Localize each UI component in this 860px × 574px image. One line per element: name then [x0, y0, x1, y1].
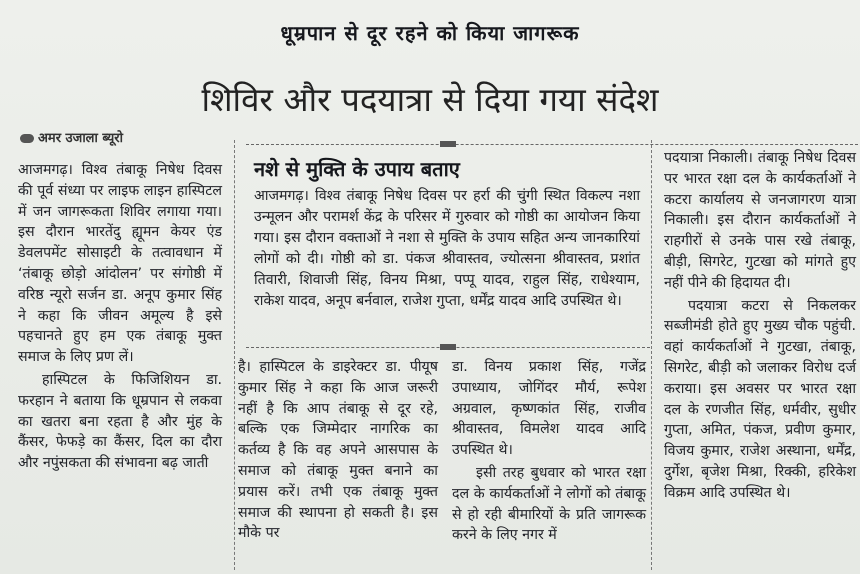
rule-top-right: [246, 144, 858, 145]
rule-mark-top: [440, 141, 456, 147]
column-divider-3: [651, 140, 652, 570]
column-1: [18, 160, 222, 476]
paragraph: हास्पिटल के फिजिशियन डा. फरहान ने बताया कि धूम्रपान से लकवा का खतरा बना रहता है और मुंह के कैंसर, फेफड़े का कैंसर, दिल का दौरा और नपुंसकता की संभावना बढ़ जाती: [18, 371, 222, 472]
column-divider-1: [234, 140, 235, 570]
subheadline: शिविर और पदयात्रा से दिया गया संदेश: [201, 80, 659, 119]
headline: धूम्रपान से दूर रहने को किया जागरूक: [280, 21, 580, 45]
byline-text: अमर उजाला ब्यूरो: [38, 131, 123, 146]
paragraph: पदयात्रा कटरा से निकलकर सब्जीमंडी होते हुए मुख्य चौक पहुंची. वहां कार्यकर्ताओं ने गुटखा, तंबाकू, सिगरेट, बीड़ी को जलाकर विरोध दर्ज कराया। इस अवसर पर भारत रक्षा दल के रणजीत सिंह, धर्मवीर, सुधीर गुप्ता, अमित, पंकज, प्रवीण कुमार, विजय कुमार, राजेश अस्थाना, धर्मेंद्र, दुर्गेश, बृजेश मिश्रा, रिक्की, हरिकेश विक्रम आदि उपस्थित थे।: [664, 297, 856, 501]
column-3: [452, 357, 646, 548]
paragraph: पदयात्रा निकाली। तंबाकू निषेध दिवस पर भारत रक्षा दल के कार्यकर्ताओं ने कटरा कार्यालय से जनजागरण यात्रा निकाली। इस दौरान कार्यकर्ताओं ने राहगीरों से उनके पास रखे तंबाकू, बीड़ी, सिगरेट, गुटखा को मांगते हुए नहीं पीने की हिदायत दी।: [664, 150, 856, 291]
column-4: [664, 148, 856, 506]
paragraph: इसी तरह बुधवार को भारत रक्षा दल के कार्यकर्ताओं ने लोगों को तंबाकू से हो रही बीमारियों के प्रति जागरूक करने के लिए नगर में: [452, 464, 646, 544]
bureau-icon: [20, 134, 34, 143]
column-2: [238, 357, 438, 546]
paragraph: डा. विनय प्रकाश सिंह, गजेंद्र उपाध्याय, जोगिंदर मौर्य, रूपेश अग्रवाल, कृष्णकांत सिंह, राजीव श्रीवास्तव, विमलेश यादव आदि उपस्थित थे।: [452, 359, 646, 459]
paragraph: आजमगढ़। विश्व तंबाकू निषेध दिवस की पूर्व संध्या पर लाइफ लाइन हास्पिटल में जन जागरूकता शिविर लगाया गया। इस दौरान भारतेंदु ह्यूमन केयर एंड डेवलपमेंट सोसाइटी के तत्वावधान में ‘तंबाकू छोड़ो आंदोलन’ पर संगोष्ठी में वरिष्ठ न्यूरो सर्जन डा. अनूप कुमार सिंह ने कहा कि जीवन अमूल्य है इसे पहचानते हुए हम एक तंबाकू मुक्त समाज के लिए प्रण लें।: [18, 162, 222, 366]
rule-mark-middle: [440, 344, 456, 350]
paragraph: है। हास्पिटल के डाइरेक्टर डा. पीयूष कुमार सिंह ने कहा कि आज जरूरी नहीं है कि आप तंबाकू से दूर रहे, बल्कि एक जिम्मेदार नागरिक का कर्तव्य है कि वह अपने आसपास के समाज को तंबाकू मुक्त बनाने का प्रयास करें। तभी एक तंबाकू मुक्त समाज की स्थापना हो सकती है। इस मौके पर: [238, 359, 438, 542]
box-heading: नशे से मुक्ति के उपाय बताए: [254, 157, 460, 181]
byline: [20, 128, 123, 146]
box-body: आजमगढ़। विश्व तंबाकू निषेध दिवस पर हर्रा की चुंगी स्थित विकल्प नशा उन्मूलन और परामर्श केंद्र के परिसर में गुरुवार को गोष्ठी का आयोजन किया गया। इस दौरान वक्ताओं ने नशा से मुक्ति के उपाय सहित अन्य जानकारियां लोगों को दी। गोष्ठी को डा. पंकज श्रीवास्तव, ज्योत्सना श्रीवास्तव, प्रशांत तिवारी, शिवाजी सिंह, विनय मिश्रा, पप्पू यादव, राहुल सिंह, राधेश्याम, राकेश यादव, अनूप बर्नवाल, राजेश गुप्ता, धर्मेंद्र यादव आदि उपस्थित थे।: [254, 188, 640, 309]
